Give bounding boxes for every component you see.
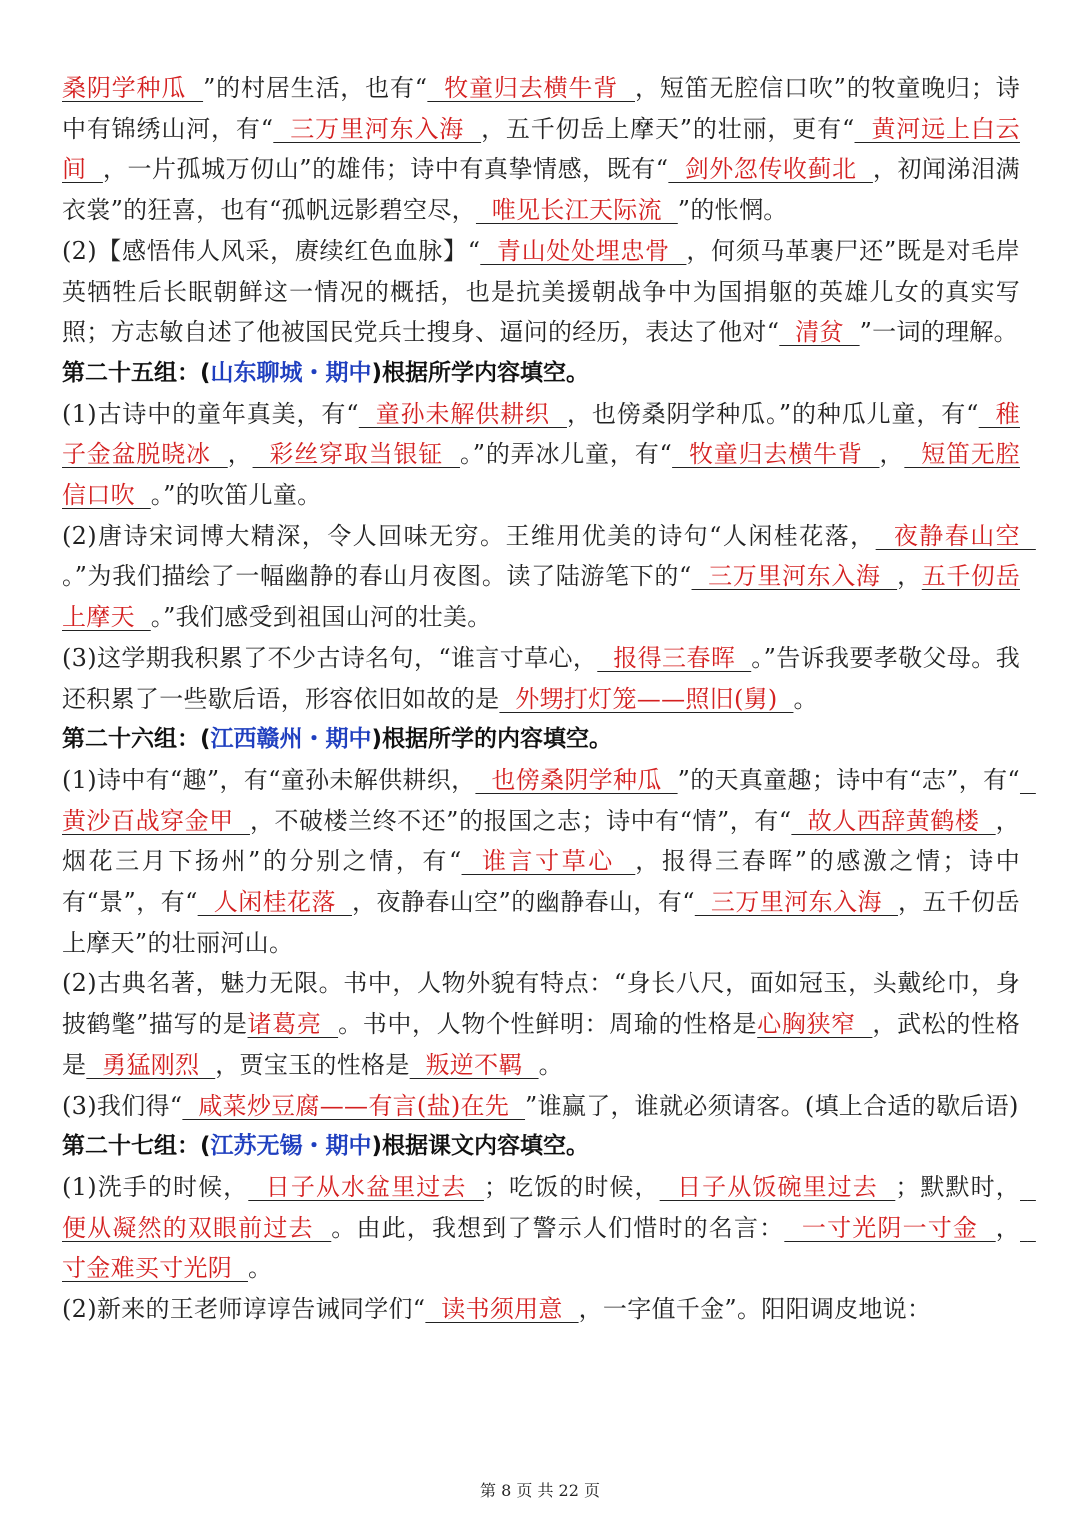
- answer-blank: 彩丝穿取当银钲: [252, 440, 460, 469]
- question-text: ，何须马革裹尸还”既是对毛岸英牺牲后长眠朝鲜这一情况的概括，也是抗美援朝战争中为国捐躯的英雄儿女的真实写照；方志敏自述了他被国民党兵士搜身、逼问的经历，表达了他对“: [62, 236, 1021, 347]
- question-text: ，初闻涕泪满衣裳”的狂喜，也有“孤帆远影碧空尽，: [62, 155, 1020, 225]
- question-paragraph: [62, 638, 1020, 719]
- answer-blank: 咸菜炒豆腐——有言(盐)在先: [182, 1091, 526, 1120]
- question-text: ，武松的性格是: [62, 1010, 1020, 1079]
- question-text: ，五千仞岳上摩天”的壮丽河山。: [62, 888, 1020, 957]
- group-heading: [62, 719, 1020, 760]
- answer-blank: 日子从水盆里过去: [248, 1172, 484, 1201]
- question-text: (2)古典名著，魅力无限。书中，人物外貌有特点：“身长八尺，面如冠玉，头戴纶巾，身披鹤氅”描写的是: [62, 969, 1020, 1039]
- question-paragraph: [62, 1167, 1036, 1289]
- answer-blank: 也傍桑阴学种瓜: [475, 765, 678, 794]
- answer-blank: 清贫: [779, 318, 860, 347]
- question-paragraph: [62, 1086, 1020, 1127]
- question-text: (1)古诗中的童年真美，有“: [62, 399, 359, 428]
- group-heading: [62, 1126, 1020, 1167]
- question-text: (3)这学期我积累了不少古诗名句，“谁言寸草心，: [62, 643, 598, 672]
- question-text: ，也傍桑阴学种瓜。”的种瓜儿童，有“: [566, 399, 979, 428]
- answer-blank: 剑外忽传收蓟北: [668, 155, 873, 184]
- question-text: ，夜静春山空”的幽静春山，有“: [352, 888, 695, 917]
- answer-blank: 童孙未解供耕织: [358, 399, 567, 428]
- answer-blank: 外甥打灯笼——照旧(舅): [499, 684, 794, 713]
- question-text: (2)【感悟伟人风采，赓续红色血脉】“: [62, 236, 481, 265]
- heading-location: 江苏无锡・期中: [210, 1133, 372, 1160]
- answer-blank: 三万里河东入海: [273, 114, 482, 143]
- question-text: ，: [227, 440, 253, 469]
- answer-blank: 一寸光阴一寸金: [784, 1213, 996, 1242]
- question-paragraph: [62, 394, 1020, 516]
- question-text: ，: [897, 562, 922, 591]
- question-text: ，贾宝玉的性格是: [215, 1050, 410, 1079]
- answer-blank: 三万里河东入海: [691, 562, 898, 591]
- answer-blank: 稚子金盆脱晓冰: [62, 399, 1020, 469]
- heading-instruction: )根据所学的内容填空。: [371, 726, 613, 753]
- question-paragraph: [62, 231, 1020, 353]
- document-body: [62, 68, 1036, 1330]
- answer-blank: 黄沙百战穿金甲: [62, 765, 1036, 835]
- answer-blank: 牧童归去横牛背: [427, 74, 635, 102]
- question-paragraph: [62, 760, 1036, 964]
- heading-location: 江西赣州・期中: [210, 726, 372, 753]
- question-text: 。”为我们描绘了一幅幽静的春山月夜图。读了陆游笔下的“: [62, 562, 692, 591]
- answer-blank: 三万里河东入海: [694, 888, 898, 917]
- question-text: ”一词的理解。: [859, 318, 1018, 347]
- heading-instruction: )根据所学内容填空。: [371, 359, 590, 386]
- question-text: ，烟花三月下扬州”的分别之情，有“: [62, 806, 1020, 876]
- question-text: 。”我们感受到祖国山河的壮美。: [150, 603, 492, 632]
- question-text: 。书中，人物个性鲜明：周瑜的性格是: [338, 1010, 758, 1039]
- answer-blank: 报得三春晖: [597, 643, 752, 672]
- question-text: ”的天真童趣；诗中有“志”，有“: [677, 765, 1020, 794]
- question-text: (2)唐诗宋词博大精深，令人回味无穷。王维用优美的诗句“人闲桂花落，: [62, 521, 876, 550]
- question-text: ，不破楼兰终不还”的报国之志；诗中有“情”，有“: [249, 806, 792, 835]
- question-paragraph: [62, 516, 1036, 638]
- question-text: 。”的吹笛儿童。: [150, 481, 322, 510]
- heading-prefix: 第二十七组：(: [62, 1133, 211, 1160]
- question-text: (1)洗手的时候，: [62, 1172, 249, 1201]
- heading-prefix: 第二十六组：(: [62, 726, 211, 753]
- answer-blank: 寸金难买寸光阴: [62, 1213, 1036, 1283]
- question-text: (1)诗中有“趣”，有“童孙未解供耕织，: [62, 765, 476, 794]
- question-paragraph: [62, 1289, 1020, 1330]
- question-text: 。由此，我想到了警示人们惜时的名言：: [331, 1213, 785, 1242]
- answer-blank: 短笛无腔信口吹: [62, 440, 1020, 510]
- heading-instruction: )根据课文内容填空。: [371, 1133, 590, 1160]
- question-text: ”的怅惘。: [677, 196, 788, 225]
- answer-blank: 勇猛刚烈: [86, 1050, 216, 1079]
- answer-blank: 唯见长江天际流: [475, 196, 678, 225]
- question-text: (2)新来的王老师谆谆告诫同学们“: [62, 1295, 426, 1324]
- answer-blank: 谁言寸草心: [461, 847, 636, 876]
- question-text: ，: [995, 1213, 1020, 1242]
- question-text: ，五千仞岳上摩天”的壮丽，更有“: [481, 114, 855, 143]
- question-text: (3)我们得“: [62, 1091, 183, 1120]
- answer-blank: 五千仞岳上摩天: [62, 562, 1020, 632]
- question-text: ，一片孤城万仞山”的雄伟；诗中有真挚情感，既有“: [102, 155, 669, 184]
- question-text: ，短笛无腔信口吹”的牧童晚归；诗中有锦绣山河，有“: [62, 74, 1020, 143]
- answer-blank: 夜静春山空: [875, 521, 1036, 550]
- answer-blank: 叛逆不羁: [409, 1050, 539, 1079]
- answer-blank: 人闲桂花落: [197, 888, 352, 917]
- question-text: 。”告诉我要孝敬父母。我还积累了一些歇后语，形容依旧如故的是: [62, 643, 1020, 713]
- page-number-footer: 第 8 页 共 22 页: [480, 1481, 600, 1500]
- question-text: ，: [879, 440, 905, 469]
- question-text: 。: [538, 1050, 563, 1079]
- question-text: ”的村居生活，也有“: [203, 74, 428, 102]
- question-text: ，一字值千金”。阳阳调皮地说：: [578, 1295, 932, 1324]
- question-paragraph: [62, 68, 1020, 231]
- answer-blank: 青山处处埋忠骨: [480, 236, 687, 265]
- question-text: ，报得三春晖”的感激之情；诗中有“景”，有“: [62, 847, 1020, 917]
- answer-blank: 故人西辞黄鹤楼: [791, 806, 996, 835]
- answer-blank: 诸葛亮: [247, 1010, 339, 1039]
- question-text: 。: [247, 1254, 273, 1283]
- question-text: ”谁赢了，谁就必须请客。(填上合适的歇后语): [525, 1091, 1019, 1120]
- question-text: ；吃饭的时候，: [483, 1172, 660, 1201]
- heading-location: 山东聊城・期中: [210, 359, 372, 386]
- answer-blank: 读书须用意: [425, 1295, 579, 1324]
- group-heading: [62, 353, 1020, 394]
- heading-prefix: 第二十五组：(: [62, 359, 211, 386]
- answer-blank: 黄河远上白云间: [62, 114, 1020, 184]
- answer-blank: 心胸狭窄: [757, 1010, 873, 1039]
- question-text: 。”的弄冰儿童，有“: [459, 440, 673, 469]
- answer-blank: 牧童归去横牛背: [672, 440, 880, 469]
- answer-blank: 日子从饭碗里过去: [659, 1172, 896, 1201]
- answer-blank: 便从凝然的双眼前过去: [62, 1172, 1036, 1242]
- question-paragraph: [62, 963, 1020, 1085]
- answer-blank: 桑阴学种瓜: [62, 74, 204, 102]
- question-text: ；默默时，: [895, 1172, 1020, 1201]
- question-text: 。: [793, 684, 818, 713]
